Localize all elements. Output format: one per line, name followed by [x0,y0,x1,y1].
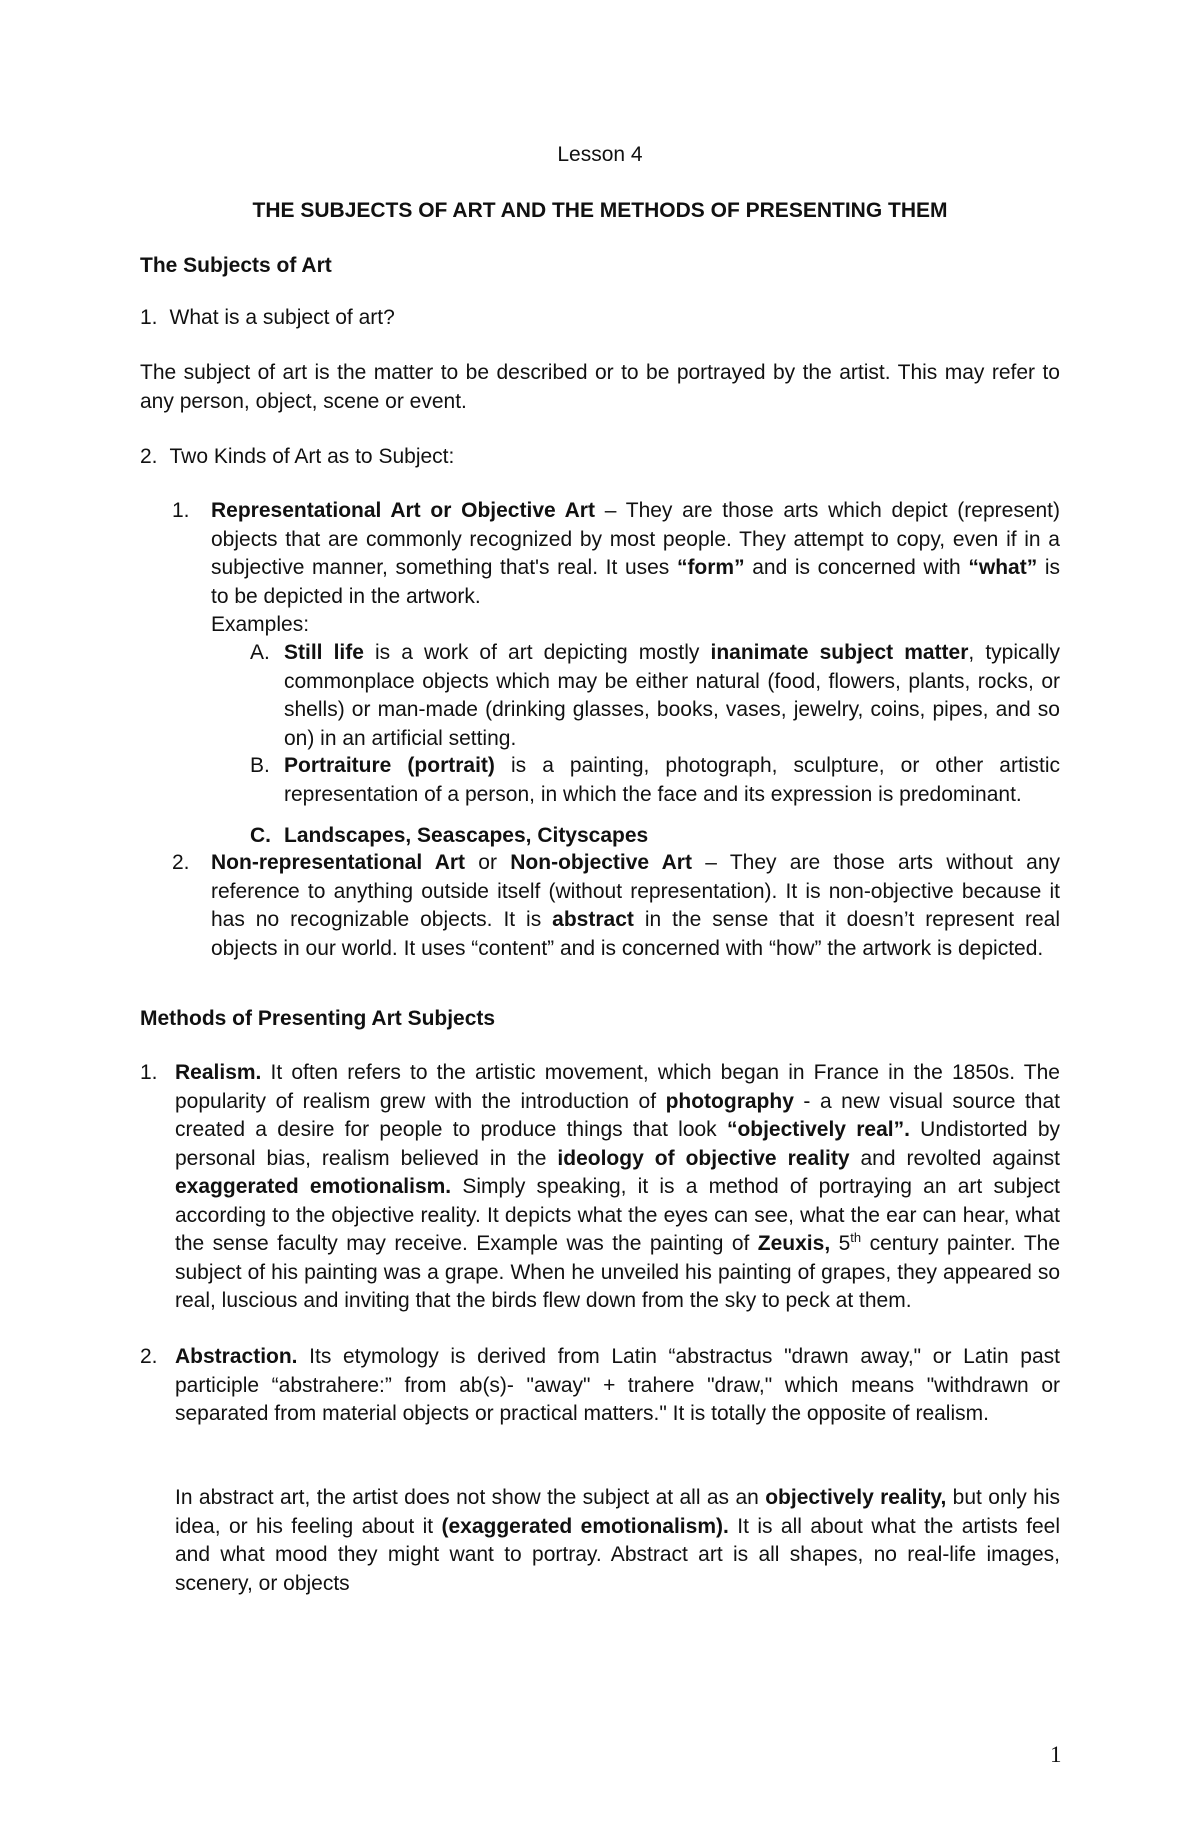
example-portraiture: Portraiture (portrait) is a painting, photograph, sculpture, or other artistic representation of a person, in which the face and its expression is predominant. [284,754,1060,806]
example-a-label: A. [250,641,270,664]
abstraction-number: 2. [140,1345,158,1368]
page-title: THE SUBJECTS OF ART AND THE METHODS OF PRESENTING THEM [252,199,948,222]
realism-number: 1. [140,1061,158,1084]
page-number: 1 [1050,1742,1062,1767]
realism-paragraph: Realism. It often refers to the artistic movement, which began in France in the 1850s. The popularity of realism grew with the introduction of photography - a new visual source that created a desire for people to produce things that look “objectively real”. Undistorted by personal bias, realism believed in the ideology of objective reality and revolted against exaggerated emotionalism. Simply speaking, it is a method of portraying an art subject according to the objective reality. It depicts what the eyes can see, what the ear can hear, what the sense faculty may receive. Example was the painting of Zeuxis, 5th century painter. The subject of his painting was a grape. When he unveiled his painting of grapes, they appeared so real, luscious and inviting that the birds flew down from the sky to peck at them. [175,1061,1061,1312]
abstraction-paragraph: Abstraction. Its etymology is derived from Latin “abstractus "drawn away," or Latin past participle “abstrahere:” from ab(s)- "away" + trahere "draw," which means "withdrawn or separated from material objects or practical matters." It is totally the opposite of realism. [175,1345,1060,1425]
rep-art-paragraph: Representational Art or Objective Art – They are those arts which depict (represent) objects that are commonly recognized by most people. They attempt to copy, even if in a subjective manner, something that's real. It uses “form” and is concerned with “what” is to be depicted in the artwork. [211,499,1061,608]
nonrep-art-paragraph: Non-representational Art or Non-objective Art – They are those arts without any reference to anything outside itself (without representation). It is non-objective because it has no recognizable objects. It is abstract in the sense that it doesn’t represent real objects in our world. It uses “content” and is concerned with “how” the artwork is depicted. [211,851,1061,960]
example-c-label: C. [250,824,271,847]
section-heading-methods: Methods of Presenting Art Subjects [140,1007,496,1030]
lesson-label: Lesson 4 [557,143,643,166]
example-landscapes: Landscapes, Seascapes, Cityscapes [284,824,649,847]
question-1: 1. What is a subject of art? [140,306,395,329]
nonrep-art-number: 2. [172,851,190,874]
examples-label: Examples: [211,613,310,636]
section-heading-subjects: The Subjects of Art [140,254,332,277]
abstract-art-paragraph: In abstract art, the artist does not show the subject at all as an objectively reality, but only his idea, or his feeling about it (exaggerated emotionalism). It is all about what the artists feel and what mood they might want to portray. Abstract art is all shapes, no real-life images, scenery, or objects [175,1486,1061,1595]
subject-definition: The subject of art is the matter to be described or to be portrayed by the artist. This may refer to any person, object, scene or event. [140,361,1060,413]
rep-art-number: 1. [172,499,190,522]
question-2: 2. Two Kinds of Art as to Subject: [140,445,455,468]
example-b-label: B. [250,754,270,777]
example-still-life: Still life is a work of art depicting mostly inanimate subject matter, typically commonplace objects which may be either natural (food, flowers, plants, rocks, or shells) or man-made (drinking glasses, books, vases, jewelry, coins, pipes, and so on) in an artificial setting. [284,641,1061,750]
